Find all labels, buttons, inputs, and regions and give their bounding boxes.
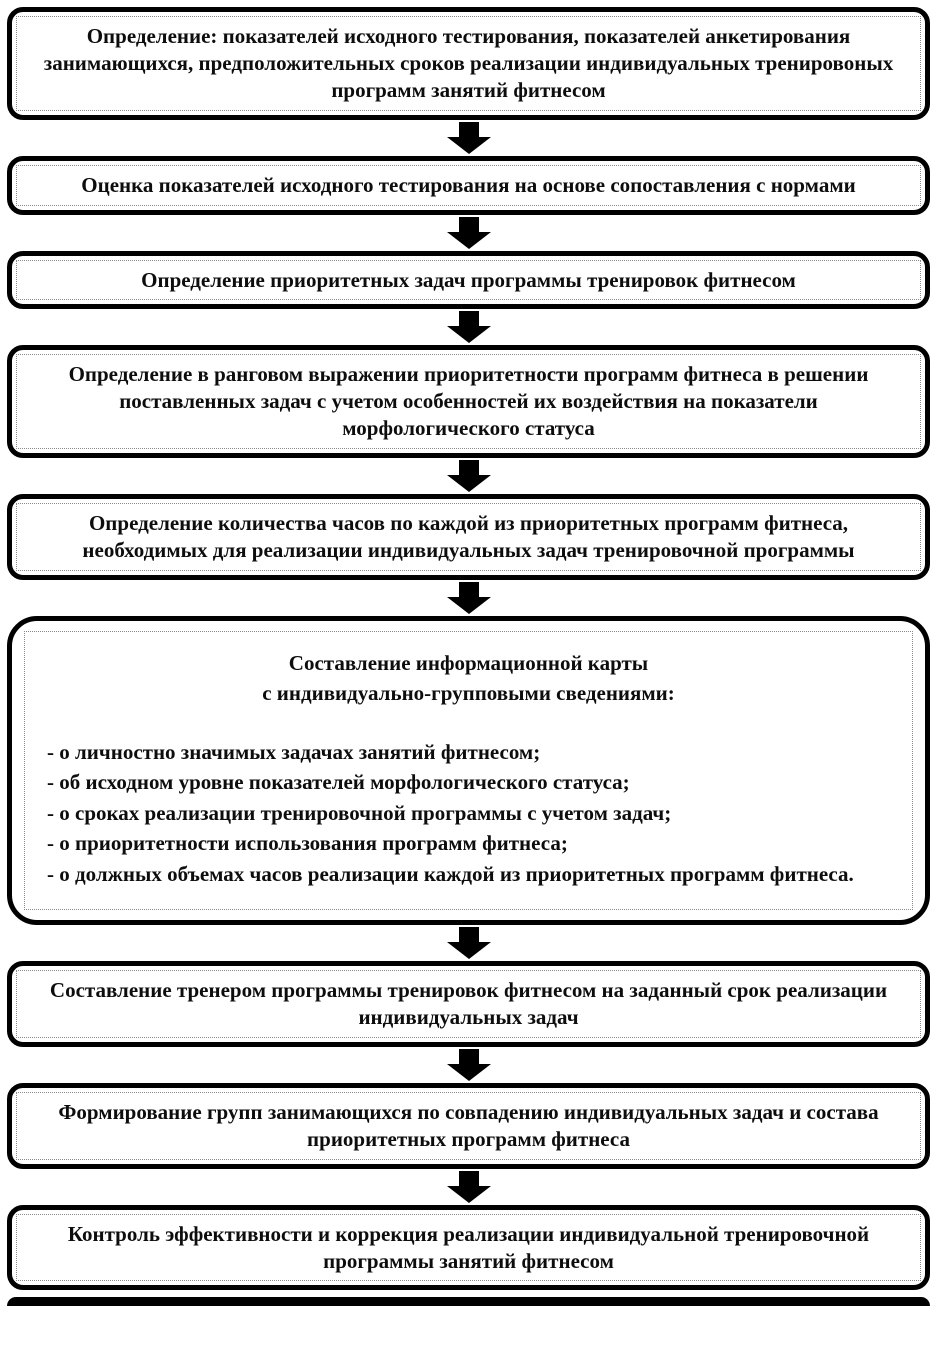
down-arrow-icon	[447, 1047, 491, 1083]
arrow-head	[447, 475, 491, 492]
flow-step-9	[7, 1205, 930, 1291]
arrow-stem	[459, 1049, 479, 1064]
flow-step-3-text: Определение приоритетных задач программы тренировок фитнесом	[16, 260, 921, 301]
arrow-head	[447, 942, 491, 959]
info-card-title-line1: Составление информационной карты	[288, 650, 649, 675]
down-arrow-icon	[447, 580, 491, 616]
flow-step-2-text: Оценка показателей исходного тестирования на основе сопоставления с нормами	[16, 165, 921, 206]
flow-step-3	[7, 251, 930, 310]
down-arrow-icon	[447, 1169, 491, 1205]
flow-step-1	[7, 7, 930, 120]
info-card-item-5: - о должных объемах часов реализации каждой из приоритетных программ фитнеса.	[47, 861, 854, 886]
flow-step-5	[7, 494, 930, 580]
info-card-item-4: - о приоритетности использования программ фитнеса;	[47, 831, 568, 856]
info-card-title-line2: с индивидуально-групповыми сведениями:	[262, 681, 675, 706]
down-arrow-icon	[447, 309, 491, 345]
flow-step-1-text: Определение: показателей исходного тестирования, показателей анкетирования занимающихся, предположительных сроков реализации индивидуальных тренировоных программ занятий фитнесом	[16, 16, 921, 111]
arrow-stem	[459, 582, 479, 597]
arrow-head	[447, 597, 491, 614]
arrow-stem	[459, 460, 479, 475]
flow-step-7-text: Составление тренером программы тренировок фитнесом на заданный срок реализации индивидуальных задач	[16, 970, 921, 1038]
flow-step-4-text: Определение в ранговом выражении приоритетности программ фитнеса в решении поставленных задач с учетом особенностей их воздействия на показатели морфологического статуса	[16, 354, 921, 449]
flow-step-8-text: Формирование групп занимающихся по совпадению индивидуальных задач и состава приоритетных программ фитнеса	[16, 1092, 921, 1160]
flow-step-8	[7, 1083, 930, 1169]
down-arrow-icon	[447, 925, 491, 961]
arrow-stem	[459, 1171, 479, 1186]
flow-step-9-text: Контроль эффективности и коррекция реализации индивидуальной тренировочной программы занятий фитнесом	[16, 1214, 921, 1282]
flow-step-7	[7, 961, 930, 1047]
down-arrow-icon	[447, 215, 491, 251]
down-arrow-icon	[447, 458, 491, 494]
arrow-head	[447, 1064, 491, 1081]
info-card-content	[24, 631, 913, 910]
arrow-head	[447, 326, 491, 343]
arrow-head	[447, 137, 491, 154]
info-card-item-1: - о личностно значимых задачах занятий фитнесом;	[47, 739, 541, 764]
flow-step-4	[7, 345, 930, 458]
arrow-head	[447, 1186, 491, 1203]
info-card-item-list	[47, 737, 890, 889]
flow-step-6-info-card	[7, 616, 930, 925]
cut-off-box-edge	[7, 1297, 930, 1306]
arrow-stem	[459, 927, 479, 942]
arrow-stem	[459, 217, 479, 232]
down-arrow-icon	[447, 120, 491, 156]
arrow-stem	[459, 122, 479, 137]
info-card-item-3: - о сроках реализации тренировочной программы с учетом задач;	[47, 800, 672, 825]
arrow-stem	[459, 311, 479, 326]
flow-step-2	[7, 156, 930, 215]
arrow-head	[447, 232, 491, 249]
flow-step-5-text: Определение количества часов по каждой из приоритетных программ фитнеса, необходимых для реализации индивидуальных задач тренировочной программы	[16, 503, 921, 571]
info-card-item-2: - об исходном уровне показателей морфологического статуса;	[47, 770, 630, 795]
